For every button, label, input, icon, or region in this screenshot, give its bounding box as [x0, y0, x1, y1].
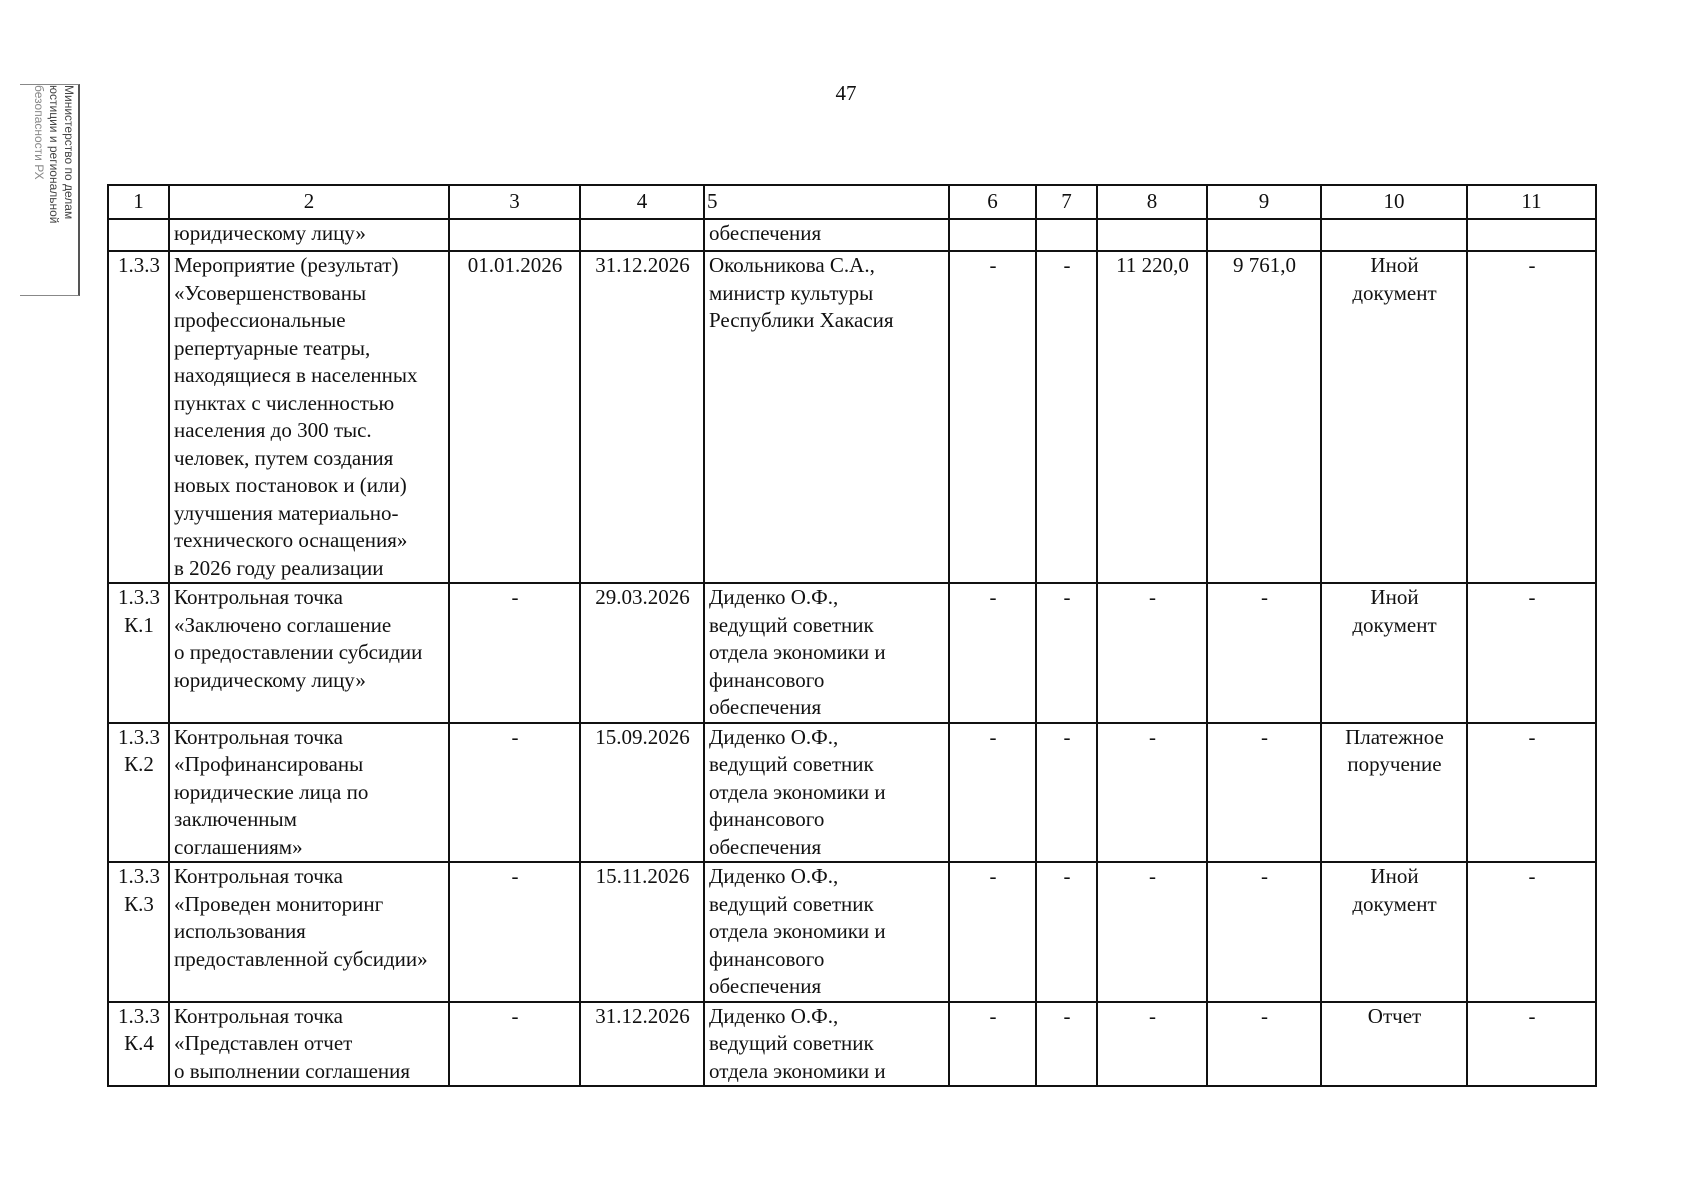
responsible-cell: Диденко О.Ф., ведущий советник отдела экономики и финансового обеспечения	[704, 723, 949, 863]
col7-cell: -	[1036, 583, 1097, 723]
col7-cell: -	[1036, 723, 1097, 863]
col8-cell: -	[1097, 583, 1207, 723]
column-number-row	[108, 185, 1596, 219]
stamp-line: Министерство по делам	[62, 85, 76, 220]
col6-cell: -	[949, 583, 1036, 723]
end-date-cell: 29.03.2026	[580, 583, 704, 723]
column-number: 6	[949, 185, 1036, 219]
continuation-row	[108, 219, 1596, 251]
event-name-cell: Контрольная точка «Профинансированы юридические лица по заключенным соглашениям»	[169, 723, 449, 863]
end-date-cell: 15.11.2026	[580, 862, 704, 1002]
column-number: 4	[580, 185, 704, 219]
table-cell	[1036, 219, 1097, 251]
row-number-cell: 1.3.3 К.1	[108, 583, 169, 723]
col9-cell: -	[1207, 723, 1321, 863]
start-date-cell: 01.01.2026	[449, 251, 580, 583]
column-number: 10	[1321, 185, 1467, 219]
col8-cell: -	[1097, 1002, 1207, 1087]
continued-responsible-cell: обеспечения	[704, 219, 949, 251]
document-type-cell: Иной документ	[1321, 583, 1467, 723]
column-number: 8	[1097, 185, 1207, 219]
document-type-cell: Иной документ	[1321, 251, 1467, 583]
col8-cell: -	[1097, 723, 1207, 863]
table-cell	[949, 219, 1036, 251]
table-cell	[1207, 219, 1321, 251]
row-number-cell: 1.3.3 К.2	[108, 723, 169, 863]
row-number-cell: 1.3.3 К.4	[108, 1002, 169, 1087]
start-date-cell: -	[449, 862, 580, 1002]
table-row	[108, 723, 1596, 863]
stamp-line: безопасности РХ	[32, 85, 46, 180]
end-date-cell: 31.12.2026	[580, 1002, 704, 1087]
col7-cell: -	[1036, 1002, 1097, 1087]
plan-table	[107, 184, 1597, 1087]
col11-cell: -	[1467, 1002, 1596, 1087]
event-name-cell: Мероприятие (результат) «Усовершенствованы профессиональные репертуарные театры, находящиеся в населенных пунктах с численностью населения до 300 тыс. человек, путем создания новых постановок и (или) улучшения материально- технического оснащения» в 2026 году реализации	[169, 251, 449, 583]
table-cell	[1321, 219, 1467, 251]
end-date-cell: 15.09.2026	[580, 723, 704, 863]
col6-cell: -	[949, 862, 1036, 1002]
document-type-cell: Иной документ	[1321, 862, 1467, 1002]
col11-cell: -	[1467, 862, 1596, 1002]
col6-cell: -	[949, 251, 1036, 583]
col9-cell: -	[1207, 583, 1321, 723]
event-name-cell: Контрольная точка «Заключено соглашение о предоставлении субсидии юридическому лицу»	[169, 583, 449, 723]
col6-cell: -	[949, 723, 1036, 863]
responsible-cell: Диденко О.Ф., ведущий советник отдела экономики и финансового обеспечения	[704, 862, 949, 1002]
start-date-cell: -	[449, 583, 580, 723]
column-number: 7	[1036, 185, 1097, 219]
table-row	[108, 583, 1596, 723]
event-name-cell: Контрольная точка «Представлен отчет о выполнении соглашения	[169, 1002, 449, 1087]
column-number: 2	[169, 185, 449, 219]
column-number: 3	[449, 185, 580, 219]
document-type-cell: Отчет	[1321, 1002, 1467, 1087]
col9-cell: 9 761,0	[1207, 251, 1321, 583]
col11-cell: -	[1467, 723, 1596, 863]
table-row	[108, 251, 1596, 583]
col8-cell: -	[1097, 862, 1207, 1002]
col9-cell: -	[1207, 862, 1321, 1002]
stamp-text	[31, 85, 76, 295]
registration-stamp	[20, 84, 80, 296]
table-row	[108, 1002, 1596, 1087]
event-name-cell: Контрольная точка «Проведен мониторинг использования предоставленной субсидии»	[169, 862, 449, 1002]
table-cell	[108, 219, 169, 251]
col9-cell: -	[1207, 1002, 1321, 1087]
column-number: 11	[1467, 185, 1596, 219]
stamp-line: юстиции и региональной	[47, 85, 61, 224]
responsible-cell: Окольникова С.А., министр культуры Республики Хакасия	[704, 251, 949, 583]
continued-name-cell: юридическому лицу»	[169, 219, 449, 251]
document-type-cell: Платежное поручение	[1321, 723, 1467, 863]
column-number: 1	[108, 185, 169, 219]
table-cell	[1097, 219, 1207, 251]
start-date-cell: -	[449, 723, 580, 863]
col7-cell: -	[1036, 862, 1097, 1002]
col7-cell: -	[1036, 251, 1097, 583]
table-cell	[1467, 219, 1596, 251]
end-date-cell: 31.12.2026	[580, 251, 704, 583]
responsible-cell: Диденко О.Ф., ведущий советник отдела экономики и	[704, 1002, 949, 1087]
responsible-cell: Диденко О.Ф., ведущий советник отдела экономики и финансового обеспечения	[704, 583, 949, 723]
col11-cell: -	[1467, 251, 1596, 583]
table-cell	[580, 219, 704, 251]
start-date-cell: -	[449, 1002, 580, 1087]
table-row	[108, 862, 1596, 1002]
table-cell	[449, 219, 580, 251]
column-number: 5	[704, 185, 949, 219]
col11-cell: -	[1467, 583, 1596, 723]
column-number: 9	[1207, 185, 1321, 219]
row-number-cell: 1.3.3	[108, 251, 169, 583]
row-number-cell: 1.3.3 К.3	[108, 862, 169, 1002]
col6-cell: -	[949, 1002, 1036, 1087]
page-number: 47	[835, 81, 857, 105]
col8-cell: 11 220,0	[1097, 251, 1207, 583]
